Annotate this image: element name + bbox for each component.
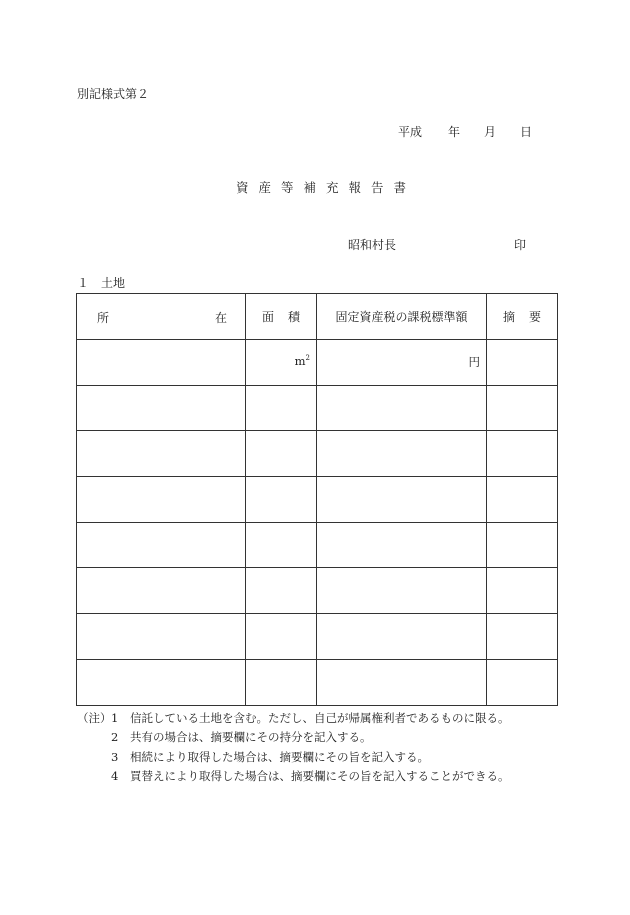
column-header-location-left: 所 bbox=[97, 311, 110, 325]
land-table bbox=[76, 293, 558, 706]
date-day: 日 bbox=[520, 125, 533, 139]
note-number: 1 bbox=[111, 711, 119, 725]
table-row bbox=[77, 614, 558, 660]
note-text: 買替えにより取得した場合は、摘要欄にその旨を記入することができる。 bbox=[130, 768, 510, 783]
table-row bbox=[77, 477, 558, 523]
tax-value-cell[interactable] bbox=[317, 431, 487, 477]
yen-unit: 円 bbox=[468, 355, 480, 369]
location-cell[interactable] bbox=[77, 477, 246, 523]
location-cell[interactable] bbox=[77, 385, 246, 431]
remarks-cell[interactable] bbox=[487, 431, 558, 477]
column-header-tax-value: 固定資産税の課税標準額 bbox=[317, 294, 487, 340]
location-cell[interactable] bbox=[77, 614, 246, 660]
tax-value-cell[interactable] bbox=[317, 477, 487, 523]
remarks-cell[interactable] bbox=[487, 385, 558, 431]
location-cell[interactable] bbox=[77, 568, 246, 614]
tax-value-cell[interactable] bbox=[317, 340, 487, 386]
note-text: 信託している土地を含む。ただし、自己が帰属権利者であるものに限る。 bbox=[130, 711, 510, 725]
column-header-remarks: 摘要 bbox=[487, 294, 558, 340]
remarks-cell[interactable] bbox=[487, 340, 558, 386]
notes-label: （注） bbox=[77, 711, 112, 725]
note-text: 共有の場合は、摘要欄にその持分を記入する。 bbox=[130, 730, 372, 745]
area-cell[interactable] bbox=[246, 659, 317, 705]
remarks-cell[interactable] bbox=[487, 477, 558, 523]
tax-value-cell[interactable] bbox=[317, 568, 487, 614]
area-unit: $m^2$ bbox=[294, 354, 310, 368]
seal-mark: 印 bbox=[514, 238, 527, 252]
form-number: 別記様式第２ bbox=[77, 87, 150, 101]
note-number: 4 bbox=[111, 768, 119, 783]
location-cell[interactable] bbox=[77, 431, 246, 477]
area-cell[interactable] bbox=[246, 522, 317, 568]
date-month: 月 bbox=[484, 125, 497, 139]
location-cell[interactable] bbox=[77, 340, 246, 386]
date-year: 年 bbox=[448, 125, 461, 139]
table-header-row bbox=[77, 294, 558, 340]
table-row bbox=[77, 431, 558, 477]
remarks-cell[interactable] bbox=[487, 659, 558, 705]
area-cell[interactable] bbox=[246, 614, 317, 660]
table-row bbox=[77, 340, 558, 386]
remarks-cell[interactable] bbox=[487, 614, 558, 660]
section-heading: １ 土地 bbox=[77, 276, 126, 290]
tax-value-cell[interactable] bbox=[317, 522, 487, 568]
date-era: 平成 bbox=[398, 125, 423, 139]
tax-value-cell[interactable] bbox=[317, 614, 487, 660]
area-cell[interactable] bbox=[246, 431, 317, 477]
remarks-cell[interactable] bbox=[487, 522, 558, 568]
column-header-location bbox=[77, 294, 246, 340]
location-cell[interactable] bbox=[77, 522, 246, 568]
addressee: 昭和村長 bbox=[348, 238, 397, 252]
area-cell[interactable] bbox=[246, 568, 317, 614]
document-title: 資産等補充報告書 bbox=[236, 180, 417, 195]
column-header-location-right: 在 bbox=[214, 311, 227, 325]
area-cell[interactable] bbox=[246, 340, 317, 386]
tax-value-cell[interactable] bbox=[317, 385, 487, 431]
note-number: 2 bbox=[111, 730, 119, 745]
date-line bbox=[398, 123, 532, 140]
note-text: 相続により取得した場合は、摘要欄にその旨を記入する。 bbox=[130, 749, 429, 764]
area-cell[interactable] bbox=[246, 385, 317, 431]
column-header-area: 面積 bbox=[246, 294, 317, 340]
note-number: 3 bbox=[111, 749, 119, 764]
table-row bbox=[77, 522, 558, 568]
remarks-cell[interactable] bbox=[487, 568, 558, 614]
location-cell[interactable] bbox=[77, 659, 246, 705]
table-row bbox=[77, 659, 558, 705]
area-cell[interactable] bbox=[246, 477, 317, 523]
table-row bbox=[77, 385, 558, 431]
table-row bbox=[77, 568, 558, 614]
tax-value-cell[interactable] bbox=[317, 659, 487, 705]
